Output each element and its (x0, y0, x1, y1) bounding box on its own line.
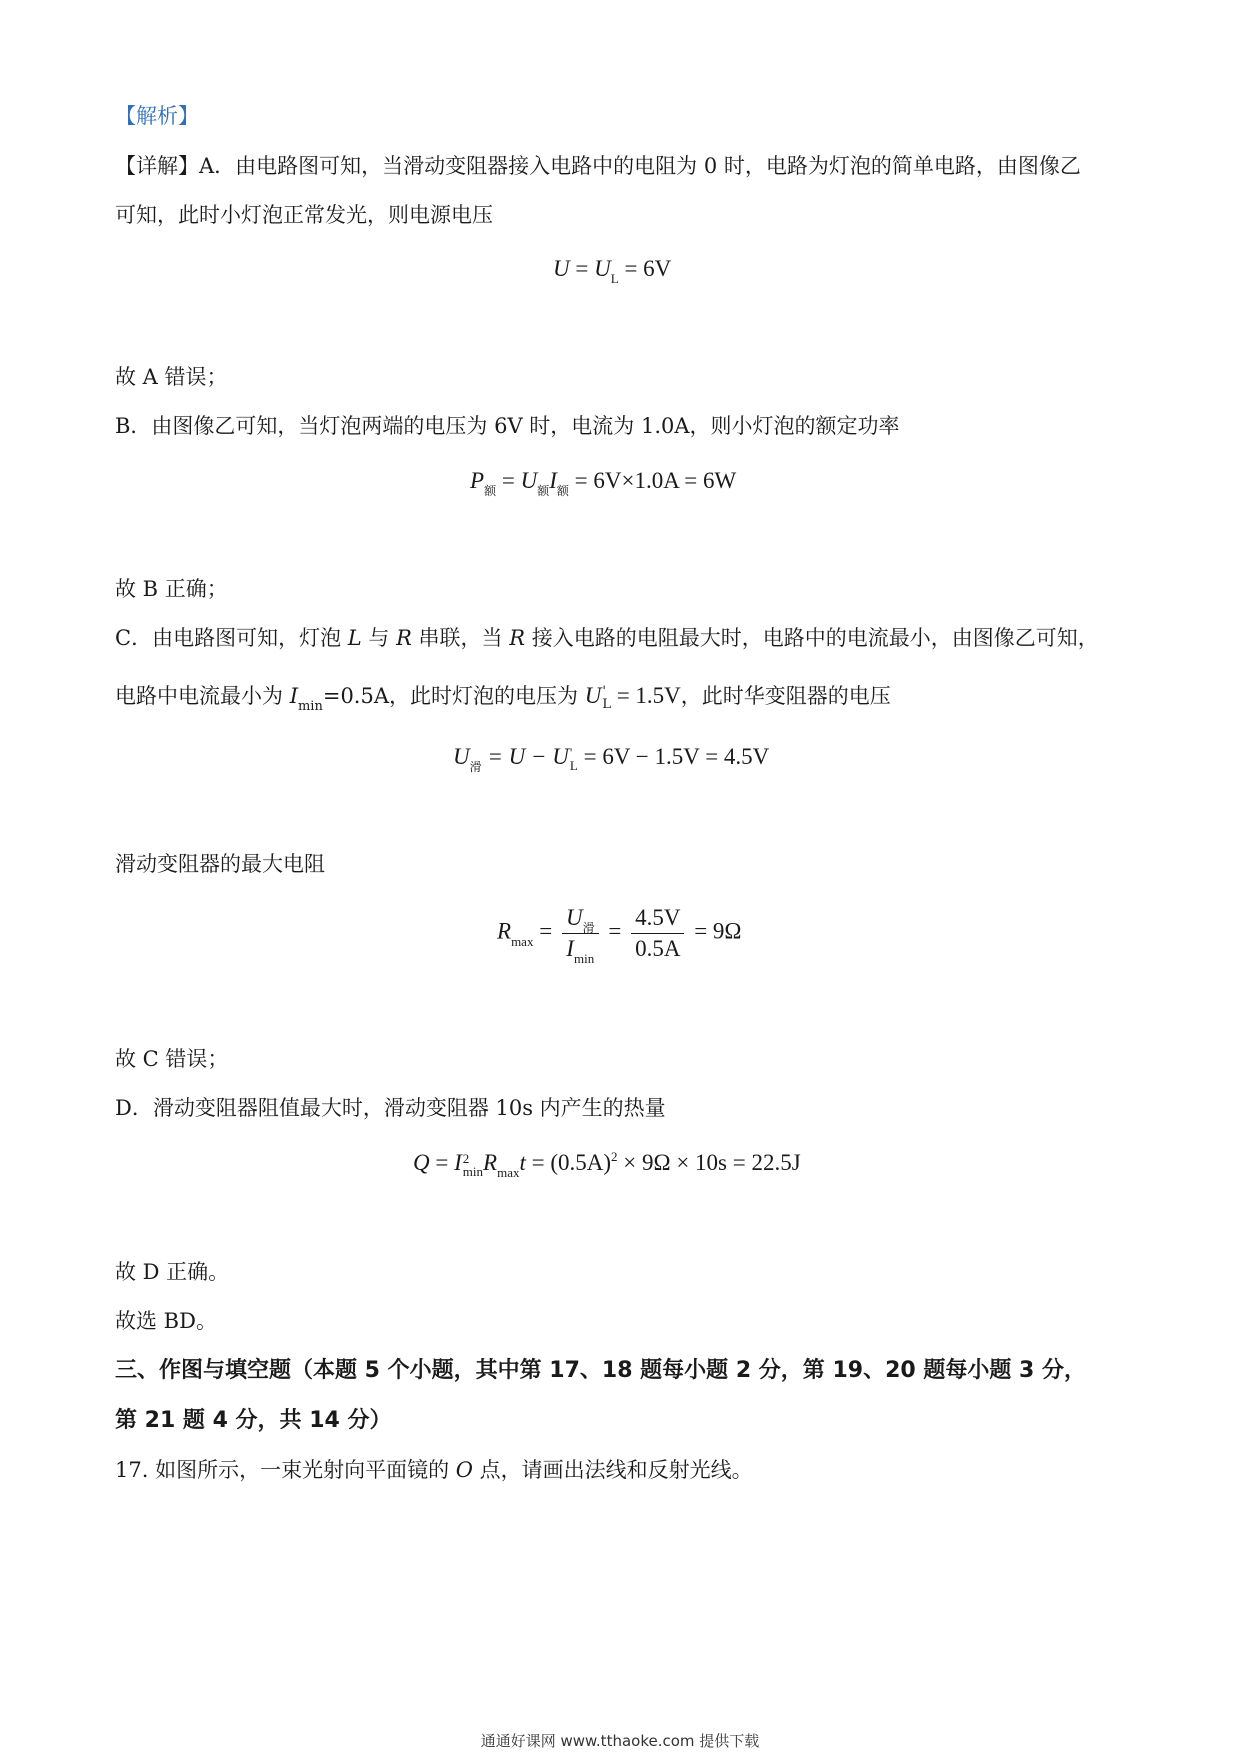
part-b-conclusion: 故 B 正确； (115, 577, 228, 601)
question-17: 17. 如图所示，一束光射向平面镜的 O 点，请画出法线和反射光线。 (115, 1458, 753, 1482)
fraction-values: $\frac{4.5V}{0.5A}$ (631, 903, 684, 964)
section-3-heading-line1: 三、作图与填空题（本题 5 个小题，其中第 17、18 题每小题 2 分，第 19、20 题每小题 3 分， (115, 1358, 1086, 1383)
equation-slider-voltage: $U_滑 = U - U$ ' L = 6V − 1.5V = 4.5V (453, 744, 770, 774)
part-c-line2: 电路中电流最小为 $I_{min}=0.5A$，此时灯泡的电压为 U ' L = 1.5V，此时华变阻器的电压 (115, 683, 891, 714)
part-a-text-1: A．由电路图可知，当滑动变阻器接入电路中的电阻为 0 时，电路为灯泡的简单电路，由图像乙 (199, 154, 1081, 178)
part-c-line3: 滑动变阻器的最大电阻 (115, 852, 325, 876)
part-c-conclusion: 故 C 错误； (115, 1047, 229, 1071)
page-footer: 通通好课网 www.tthaoke.com 提供下载 (480, 1732, 760, 1750)
fraction-u-over-i: $\frac{U_滑}{I_{min}}$ (562, 903, 599, 964)
equation-voltage: $U = U_L = 6V$ (553, 256, 672, 286)
part-a-line1 (115, 154, 1081, 179)
equation-power: $P_额 = U_额I_额 = 6V\times 1.0A = 6W$ (470, 468, 737, 498)
final-answer: 故选 BD。 (115, 1309, 217, 1333)
equation-heat: Q = I 2 min $R_{max}t = (0.5A)^2 \times 9\Omega \times 10s = 22.5J$ (413, 1149, 801, 1180)
section-3-heading-line2: 第 21 题 4 分，共 14 分） (115, 1408, 392, 1433)
part-d-line1: D．滑动变阻器阻值最大时，滑动变阻器 10s 内产生的热量 (115, 1096, 666, 1120)
part-c-line1: C．由电路图可知，灯泡 L 与 R 串联，当 R 接入电路的电阻最大时，电路中的电流最小，由图像乙可知， (115, 626, 1099, 650)
analysis-label: 【解析】 (115, 104, 199, 128)
part-a-line2: 可知，此时小灯泡正常发光，则电源电压 (115, 203, 493, 227)
part-d-conclusion: 故 D 正确。 (115, 1260, 230, 1284)
detail-tag: 【详解】 (115, 154, 199, 178)
part-b-line1: B．由图像乙可知，当灯泡两端的电压为 6V 时，电流为 1.0A，则小灯泡的额定功率 (115, 414, 900, 438)
part-a-conclusion: 故 A 错误； (115, 365, 228, 389)
equation-max-resistance: $R_{max}$ = $\frac{U_滑}{I_{min}}$ = $\frac{4.5V}{0.5A}$ = 9Ω (497, 905, 742, 966)
